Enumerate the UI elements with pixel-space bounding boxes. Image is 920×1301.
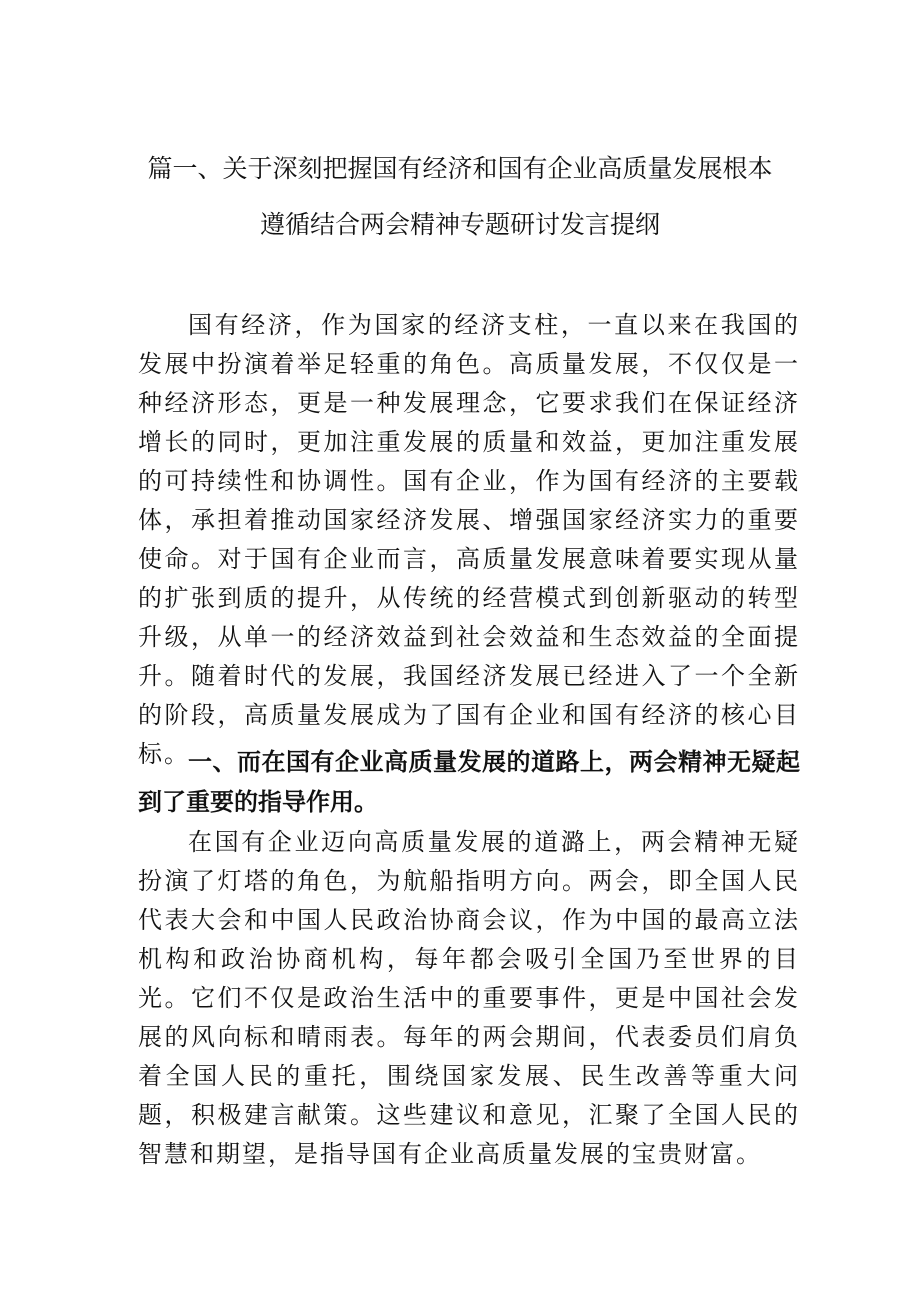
- document-title-line-1: 篇一、关于深刻把握国有经济和国有企业高质量发展根本: [147, 154, 773, 183]
- section-heading-1: 一、而在国有企业高质量发展的道路上，两会精神无疑起到了重要的指导作用。: [138, 748, 800, 816]
- document-title-line-2: 遵循结合两会精神专题研讨发言提纲: [259, 210, 660, 239]
- paragraph-intro-text: 国有经济，作为国家的经济支柱，一直以来在我国的发展中扮演着举足轻重的角色。高质量发展，不仅仅是一种经济形态，更是一种发展理念，它要求我们在保证经济增长的同时，更加注重发展的质量和效益，更加注重发展的可持续性和协调性。国有企业，作为国有经济的主要载体，承担着推动国家经济发展、增强国家经济实力的重要使命。对于国有企业而言，高质量发展意味着要实现从量的扩张到质的提升，从传统的经营模式到创新驱动的转型升级，从单一的经济效益到社会效益和生态效益的全面提升。随着时代的发展，我国经济发展已经进入了一个全新的阶段，高质量发展成为了国有企业和国有经济的核心目标。: [138, 311, 800, 768]
- paragraph-intro: [138, 306, 800, 774]
- paragraph-section-1: [138, 823, 800, 1174]
- paragraph-section-1-text: 在国有企业迈向高质量发展的道潞上，两会精神无疑扮演了灯塔的角色，为航船指明方向。两会，即全国人民代表大会和中国人民政治协商会议，作为中国的最高立法机构和政治协商机构，每年都会吸引全国乃至世界的目光。它们不仅是政治生活中的重要事件，更是中国社会发展的风向标和晴雨表。每年的两会期间，代表委员们肩负着全国人民的重托，围绕国家发展、民生改善等重大问题，积极建言献策。这些建议和意见，汇聚了全国人民的智慧和期望，是指导国有企业高质量发展的宝贵财富。: [138, 828, 800, 1168]
